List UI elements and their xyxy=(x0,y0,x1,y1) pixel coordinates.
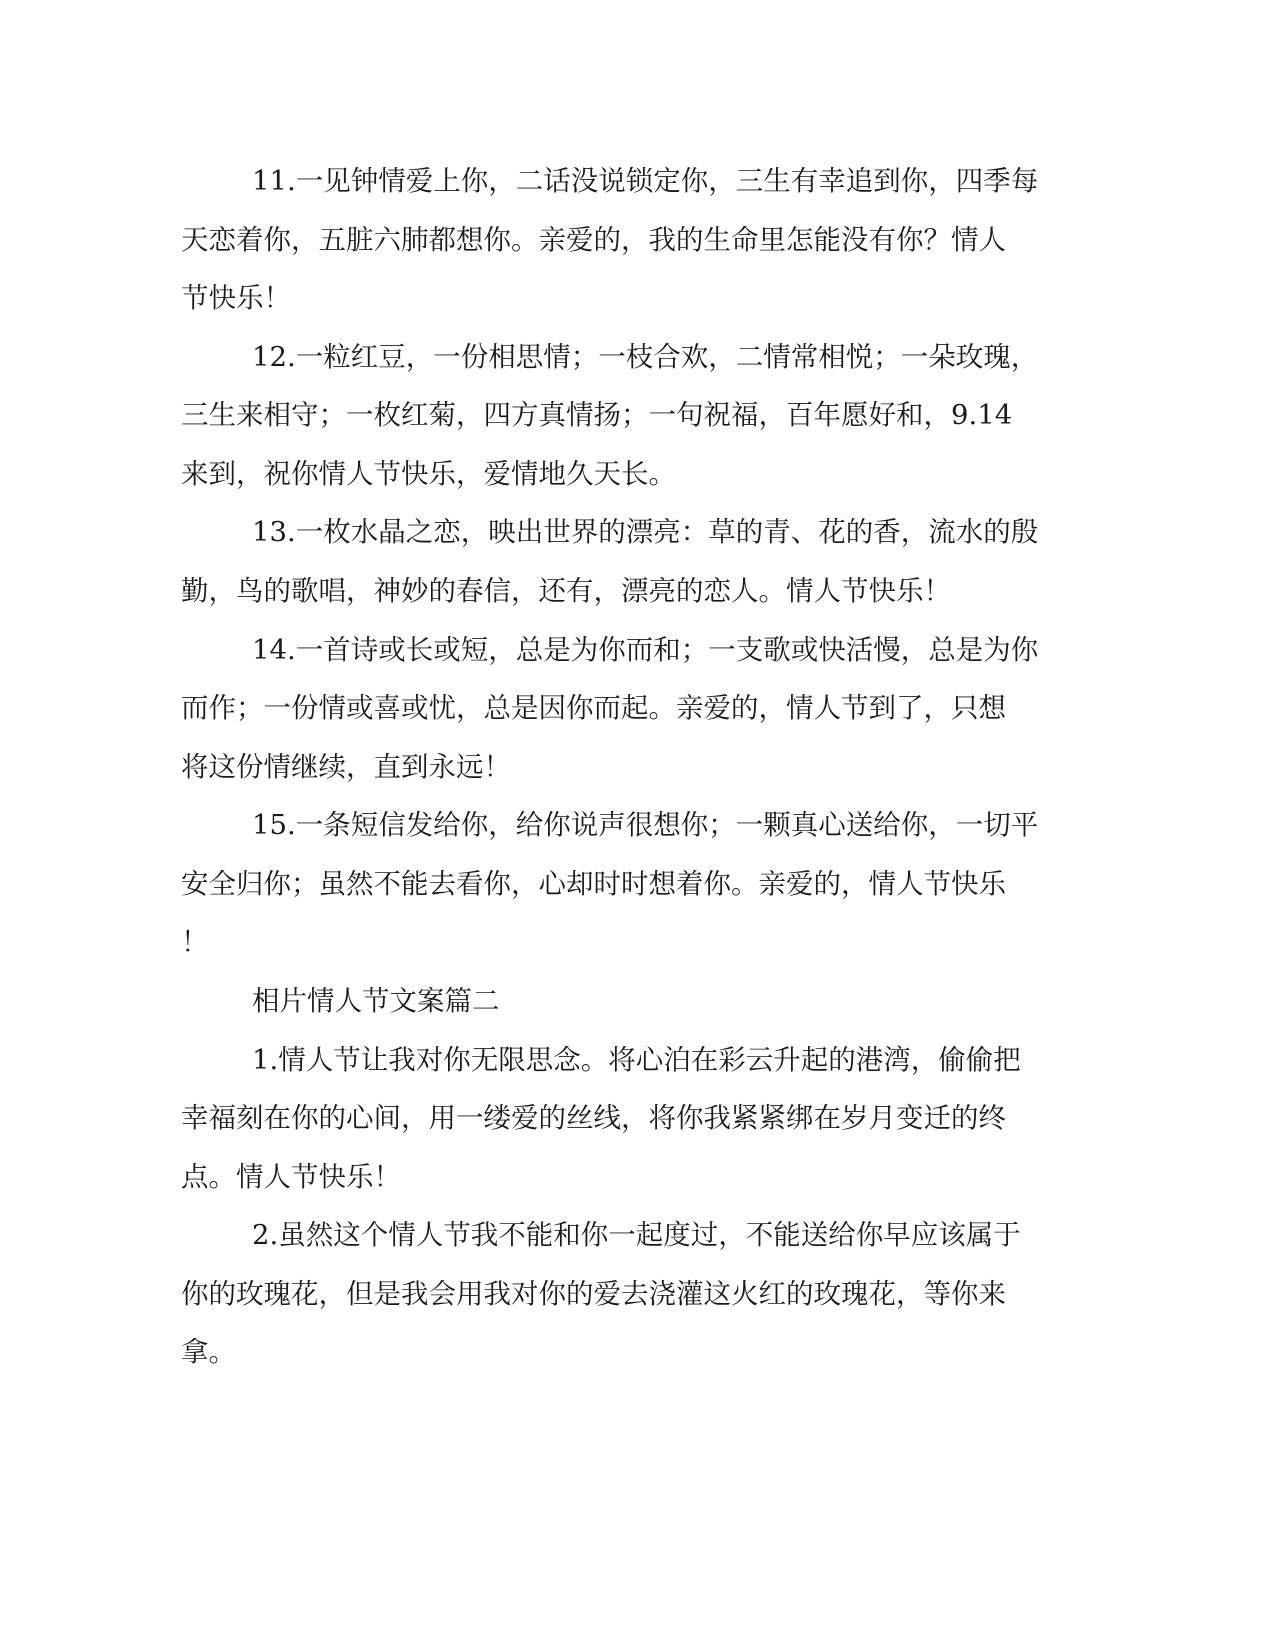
text-line-13: 安全归你；虽然不能去看你，心却时时想着你。亲爱的，情人节快乐 xyxy=(181,868,1006,900)
section-heading: 相片情人节文案篇二 xyxy=(252,985,500,1017)
text-line-12: 15.一条短信发给你，给你说声很想你；一颗真心送给你，一切平 xyxy=(252,809,1039,841)
text-line-7: 13.一枚水晶之恋，映出世界的漂亮：草的青、花的香，流水的殷 xyxy=(252,516,1039,548)
text-line-11: 将这份情继续，直到永远！ xyxy=(181,751,511,783)
text-line-5: 三生来相守；一枚红菊，四方真情扬；一句祝福，百年愿好和，9.14 xyxy=(181,399,1013,431)
text-line-17: 幸福刻在你的心间，用一缕爱的丝线，将你我紧紧绑在岁月变迁的终 xyxy=(181,1102,1006,1134)
text-line-4: 12.一粒红豆，一份相思情；一枝合欢，二情常相悦；一朵玫瑰， xyxy=(252,341,1039,373)
text-line-14: ！ xyxy=(181,926,209,958)
text-line-16: 1.情人节让我对你无限思念。将心泊在彩云升起的港湾，偷偷把 xyxy=(252,1044,1021,1076)
text-line-9: 14.一首诗或长或短，总是为你而和；一支歌或快活慢，总是为你 xyxy=(252,634,1039,666)
text-line-6: 来到，祝你情人节快乐，爱情地久天长。 xyxy=(181,458,676,490)
text-line-10: 而作；一份情或喜或忧，总是因你而起。亲爱的，情人节到了，只想 xyxy=(181,692,1006,724)
text-line-21: 拿。 xyxy=(181,1336,236,1368)
text-line-8: 勤，鸟的歌唱，神妙的春信，还有，漂亮的恋人。情人节快乐！ xyxy=(181,575,951,607)
text-line-3: 节快乐！ xyxy=(181,282,291,314)
text-line-18: 点。情人节快乐！ xyxy=(181,1161,401,1193)
text-line-19: 2.虽然这个情人节我不能和你一起度过，不能送给你早应该属于 xyxy=(252,1219,1021,1251)
text-line-2: 天恋着你，五脏六肺都想你。亲爱的，我的生命里怎能没有你？情人 xyxy=(181,224,1006,256)
text-line-1: 11.一见钟情爱上你，二话没说锁定你，三生有幸追到你，四季每 xyxy=(252,165,1039,197)
text-line-20: 你的玫瑰花，但是我会用我对你的爱去浇灌这火红的玫瑰花，等你来 xyxy=(181,1278,1006,1310)
